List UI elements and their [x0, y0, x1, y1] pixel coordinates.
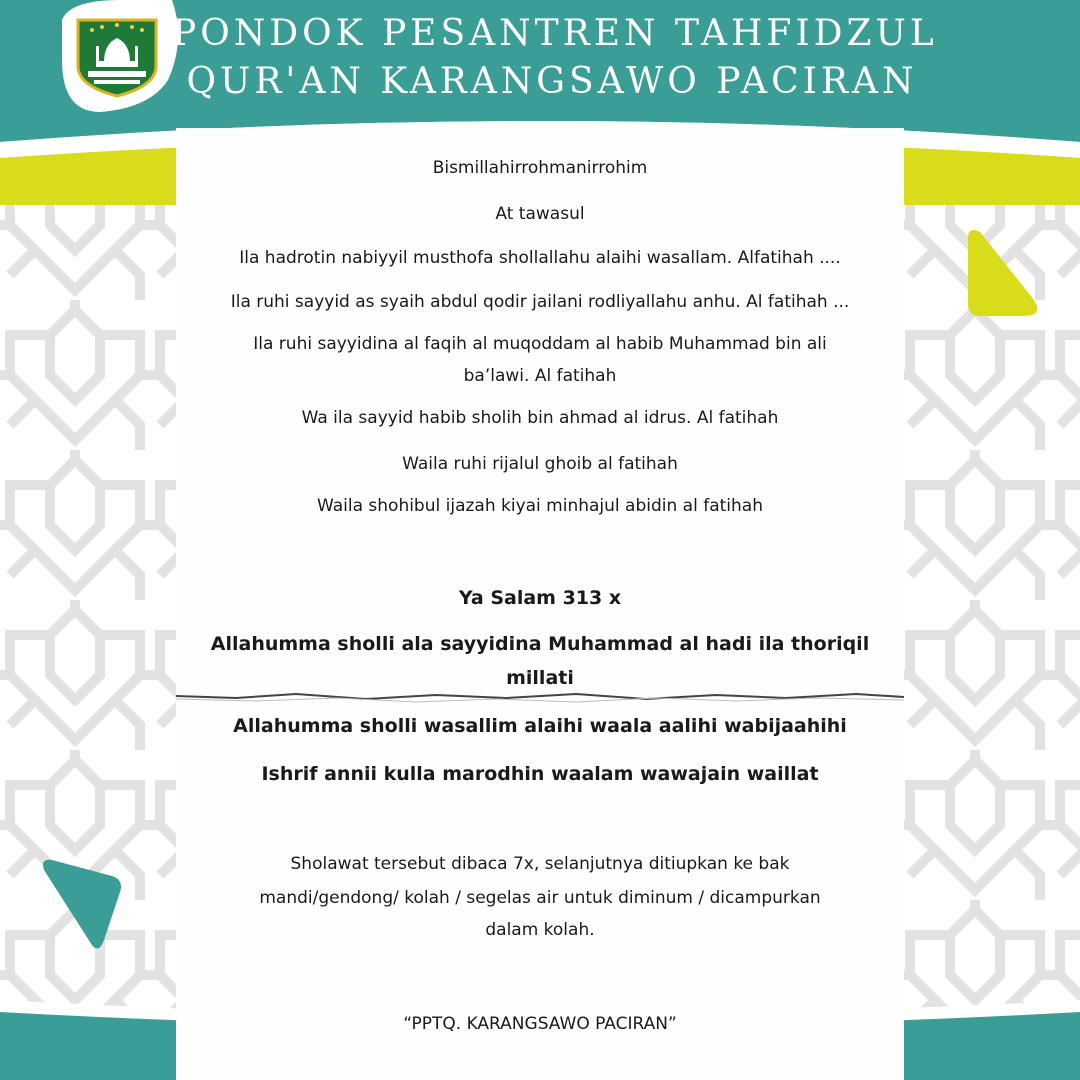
header-title-line1: PONDOK PESANTREN TAHFIDZUL	[172, 13, 938, 54]
instruction-line: mandi/gendong/ kolah / segelas air untuk diminum / dicampurkan	[259, 888, 821, 908]
tawasul-line: Ila ruhi sayyid as syaih abdul qodir jailani rodliyallahu anhu. Al fatihah ...	[230, 292, 850, 312]
tawasul-line: ba’lawi. Al fatihah	[463, 366, 617, 386]
tawasul-heading: At tawasul	[495, 204, 585, 224]
header-title-line2: QUR'AN KARANGSAWO PACIRAN	[186, 61, 918, 102]
opening-line: Bismillahirrohmanirrohim	[432, 158, 648, 178]
prayer-sheet	[176, 128, 904, 1080]
sholawat-line: Ishrif annii kulla marodhin waalam wawajain waillat	[261, 763, 819, 785]
tawasul-line: Ila ruhi sayyidina al faqih al muqoddam al habib Muhammad bin ali	[253, 334, 827, 354]
sholawat-line: Allahumma sholli ala sayyidina Muhammad al hadi ila thoriqil	[210, 633, 870, 655]
tawasul-line: Ila hadrotin nabiyyil musthofa shollallahu alaihi wasallam. Alfatihah ....	[239, 248, 841, 268]
header-title	[172, 10, 938, 106]
paper-tear-divider	[176, 688, 904, 708]
signature-line: “PPTQ. KARANGSAWO PACIRAN”	[403, 1014, 677, 1034]
tawasul-line: Waila shohibul ijazah kiyai minhajul abidin al fatihah	[317, 496, 763, 516]
tawasul-line: Waila ruhi rijalul ghoib al fatihah	[402, 454, 678, 474]
sholawat-line: Allahumma sholli wasallim alaihi waala aalihi wabijaahihi	[233, 715, 847, 737]
mosque-emblem-icon	[74, 14, 160, 98]
instruction-line: dalam kolah.	[485, 920, 595, 940]
dzikir-line: Ya Salam 313 x	[458, 587, 622, 609]
instruction-line: Sholawat tersebut dibaca 7x, selanjutnya ditiupkan ke bak	[290, 854, 790, 874]
tawasul-line: Wa ila sayyid habib sholih bin ahmad al idrus. Al fatihah	[301, 408, 779, 428]
sholawat-line: millati	[506, 667, 574, 689]
